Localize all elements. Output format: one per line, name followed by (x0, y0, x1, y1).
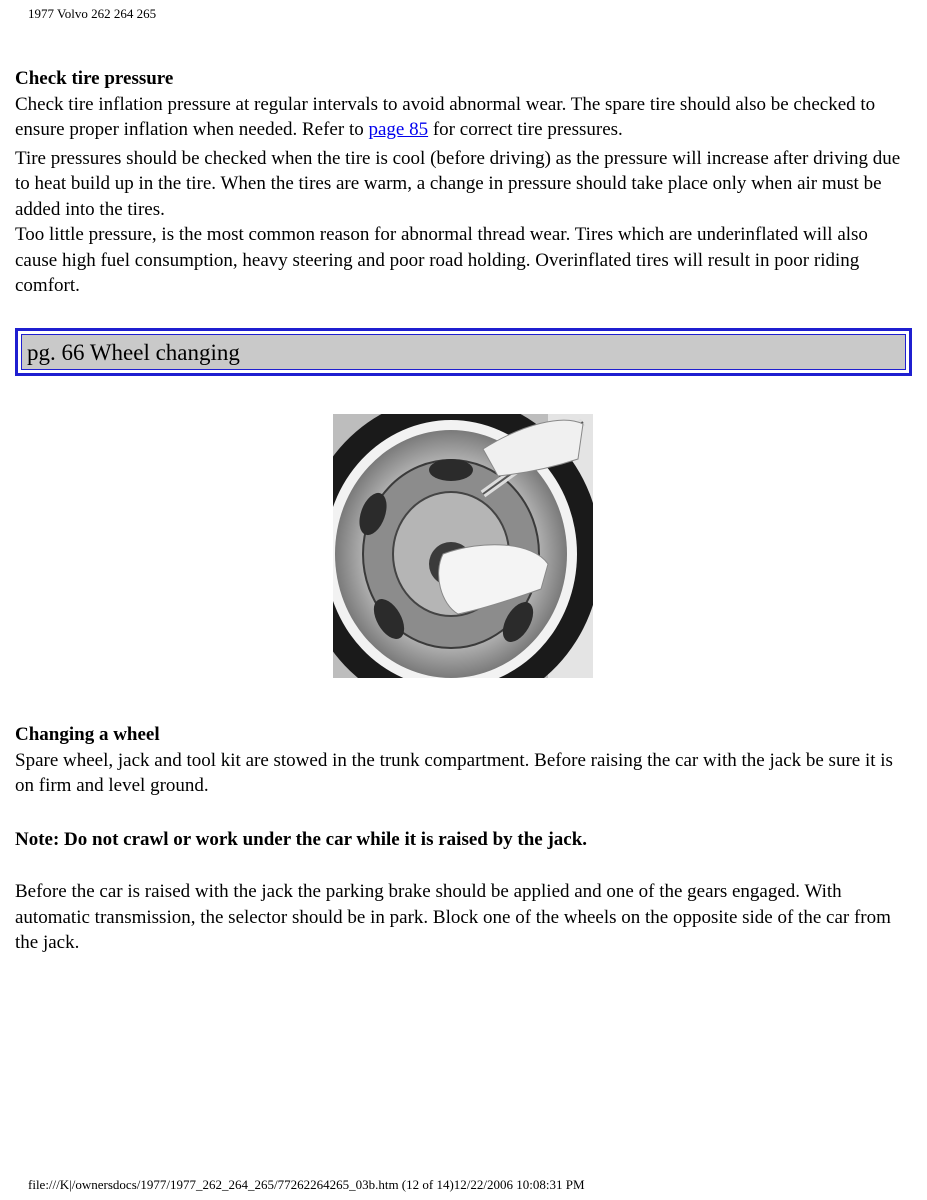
tire-pressure-heading: Check tire pressure (15, 68, 174, 89)
section-title-box (15, 328, 912, 376)
changing-wheel-paragraph-1: Spare wheel, jack and tool kit are stowed in the trunk compartment. Before raising the car with the jack be sure it is on firm and level ground. (15, 749, 893, 796)
wheel-changing-photo (333, 414, 593, 678)
wheel-photo-illustration (333, 414, 593, 678)
page-85-link[interactable]: page 85 (368, 119, 429, 140)
paragraph-text: Check tire inflation pressure at regular intervals to avoid abnormal wear. The spare tire should also be checked to ensure proper inflation when needed. Refer to (15, 93, 876, 140)
changing-wheel-paragraph-2: Before the car is raised with the jack the parking brake should be applied and one of the gears engaged. With automatic transmission, the selector should be in park. Block one of the wheels on the opposite side of the car from the jack. (15, 881, 891, 953)
document-footer-path: file:///K|/ownersdocs/1977/1977_262_264_265/77262264265_03b.htm (12 of 14)12/22/2006 10:08:31 PM (28, 1177, 585, 1192)
section-title: pg. 66 Wheel changing (27, 340, 240, 365)
paragraph-text: for correct tire pressures. (428, 119, 623, 140)
document-header-title: 1977 Volvo 262 264 265 (28, 6, 157, 21)
tire-pressure-section (15, 66, 910, 299)
tire-pressure-paragraph-1 (15, 92, 910, 143)
section-title-inner (21, 334, 906, 370)
tire-pressure-paragraph-3: Too little pressure, is the most common reason for abnormal thread wear. Tires which are underinflated will also cause high fuel consumption, heavy steering and poor road holding. Overinflated tires will result in poor riding comfort. (15, 224, 868, 296)
changing-wheel-section (15, 722, 910, 956)
tire-pressure-paragraph-2: Tire pressures should be checked when the tire is cool (before driving) as the pressure will increase after driving due to heat build up in the tire. When the tires are warm, a change in pressure should take place only when air must be added into the tires. (15, 147, 901, 220)
changing-wheel-heading: Changing a wheel (15, 724, 160, 745)
safety-note: Note: Do not crawl or work under the car while it is raised by the jack. (15, 828, 588, 850)
